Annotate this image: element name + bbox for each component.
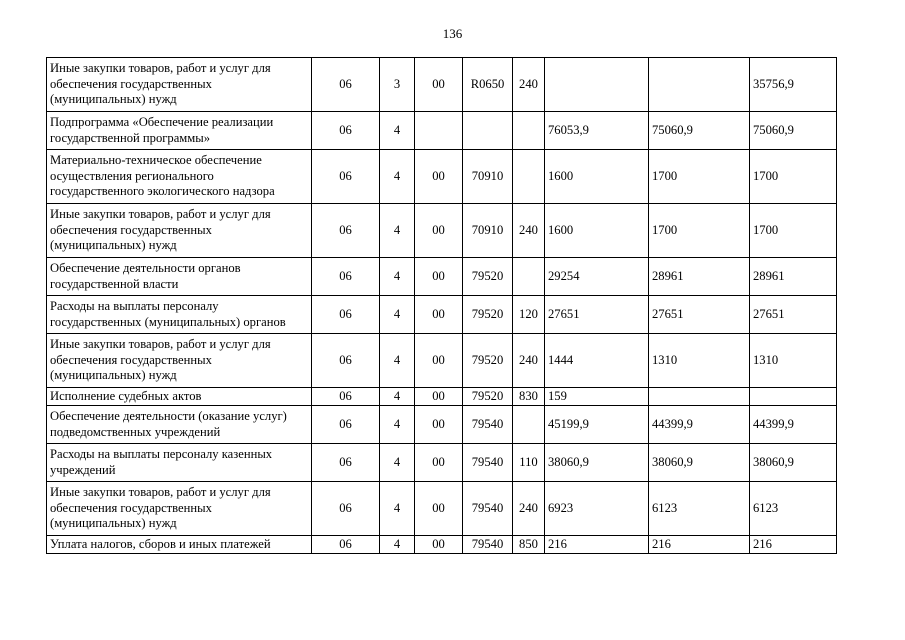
amount-year-3-cell: 75060,9 [750, 112, 837, 150]
amount-year-1-cell: 76053,9 [545, 112, 649, 150]
main-event-code-cell: 00 [415, 150, 463, 204]
section-code-cell: 06 [312, 536, 380, 554]
page-number: 136 [442, 26, 463, 41]
amount-year-1-cell: 1600 [545, 150, 649, 204]
expense-type-cell [513, 258, 545, 296]
direction-code-cell: 79520 [463, 334, 513, 388]
amount-year-2-cell: 28961 [649, 258, 750, 296]
amount-year-3-cell: 35756,9 [750, 58, 837, 112]
table-row [47, 334, 837, 388]
table-row [47, 406, 837, 444]
direction-code-cell: R0650 [463, 58, 513, 112]
amount-year-1-cell [545, 58, 649, 112]
table-body [47, 58, 837, 554]
amount-year-2-cell [649, 58, 750, 112]
main-event-code-cell: 00 [415, 444, 463, 482]
main-event-code-cell: 00 [415, 536, 463, 554]
direction-code-cell: 70910 [463, 204, 513, 258]
amount-year-2-cell: 44399,9 [649, 406, 750, 444]
subprogram-code-cell: 4 [380, 444, 415, 482]
expense-type-cell: 120 [513, 296, 545, 334]
amount-year-2-cell: 6123 [649, 482, 750, 536]
row-name-cell: Подпрограмма «Обеспечение реализации государственной программы» [47, 112, 312, 150]
amount-year-1-cell: 38060,9 [545, 444, 649, 482]
row-name-cell: Исполнение судебных актов [47, 388, 312, 406]
amount-year-1-cell: 29254 [545, 258, 649, 296]
expense-type-cell: 240 [513, 334, 545, 388]
expense-type-cell [513, 112, 545, 150]
row-name-cell: Иные закупки товаров, работ и услуг для обеспечения государственных (муниципальных) нужд [47, 482, 312, 536]
row-name-cell: Иные закупки товаров, работ и услуг для обеспечения государственных (муниципальных) нужд [47, 334, 312, 388]
amount-year-2-cell: 27651 [649, 296, 750, 334]
main-event-code-cell: 00 [415, 204, 463, 258]
direction-code-cell: 79520 [463, 388, 513, 406]
subprogram-code-cell: 4 [380, 406, 415, 444]
direction-code-cell: 70910 [463, 150, 513, 204]
amount-year-1-cell: 1444 [545, 334, 649, 388]
amount-year-3-cell: 1700 [750, 150, 837, 204]
amount-year-3-cell: 38060,9 [750, 444, 837, 482]
amount-year-2-cell: 75060,9 [649, 112, 750, 150]
table-row [47, 444, 837, 482]
section-code-cell: 06 [312, 112, 380, 150]
expense-type-cell: 830 [513, 388, 545, 406]
subprogram-code-cell: 4 [380, 334, 415, 388]
amount-year-1-cell: 1600 [545, 204, 649, 258]
amount-year-3-cell: 27651 [750, 296, 837, 334]
row-name-cell: Обеспечение деятельности органов государственной власти [47, 258, 312, 296]
direction-code-cell: 79520 [463, 296, 513, 334]
amount-year-3-cell: 216 [750, 536, 837, 554]
row-name-cell: Материально-техническое обеспечение осуществления регионального государственного экологического надзора [47, 150, 312, 204]
row-name-cell: Расходы на выплаты персоналу государственных (муниципальных) органов [47, 296, 312, 334]
subprogram-code-cell: 4 [380, 296, 415, 334]
subprogram-code-cell: 4 [380, 482, 415, 536]
section-code-cell: 06 [312, 388, 380, 406]
table-row [47, 536, 837, 554]
amount-year-2-cell [649, 388, 750, 406]
main-event-code-cell: 00 [415, 296, 463, 334]
section-code-cell: 06 [312, 58, 380, 112]
amount-year-1-cell: 216 [545, 536, 649, 554]
expense-type-cell [513, 150, 545, 204]
amount-year-1-cell: 45199,9 [545, 406, 649, 444]
row-name-cell: Обеспечение деятельности (оказание услуг) подведомственных учреждений [47, 406, 312, 444]
subprogram-code-cell: 4 [380, 536, 415, 554]
main-event-code-cell [415, 112, 463, 150]
amount-year-3-cell [750, 388, 837, 406]
budget-table [46, 57, 837, 554]
amount-year-3-cell: 1310 [750, 334, 837, 388]
amount-year-1-cell: 159 [545, 388, 649, 406]
expense-type-cell: 110 [513, 444, 545, 482]
expense-type-cell: 240 [513, 482, 545, 536]
subprogram-code-cell: 4 [380, 258, 415, 296]
section-code-cell: 06 [312, 204, 380, 258]
direction-code-cell: 79540 [463, 482, 513, 536]
main-event-code-cell: 00 [415, 388, 463, 406]
table-row [47, 150, 837, 204]
subprogram-code-cell: 3 [380, 58, 415, 112]
direction-code-cell: 79540 [463, 536, 513, 554]
section-code-cell: 06 [312, 482, 380, 536]
expense-type-cell: 240 [513, 204, 545, 258]
row-name-cell: Иные закупки товаров, работ и услуг для обеспечения государственных (муниципальных) нужд [47, 58, 312, 112]
section-code-cell: 06 [312, 406, 380, 444]
amount-year-1-cell: 27651 [545, 296, 649, 334]
amount-year-3-cell: 1700 [750, 204, 837, 258]
row-name-cell: Уплата налогов, сборов и иных платежей [47, 536, 312, 554]
expense-type-cell: 240 [513, 58, 545, 112]
direction-code-cell: 79540 [463, 444, 513, 482]
subprogram-code-cell: 4 [380, 150, 415, 204]
direction-code-cell: 79540 [463, 406, 513, 444]
table-row [47, 258, 837, 296]
expense-type-cell: 850 [513, 536, 545, 554]
main-event-code-cell: 00 [415, 406, 463, 444]
amount-year-2-cell: 1310 [649, 334, 750, 388]
table-row [47, 58, 837, 112]
subprogram-code-cell: 4 [380, 388, 415, 406]
amount-year-3-cell: 28961 [750, 258, 837, 296]
section-code-cell: 06 [312, 150, 380, 204]
expense-type-cell [513, 406, 545, 444]
main-event-code-cell: 00 [415, 58, 463, 112]
table-row [47, 482, 837, 536]
amount-year-2-cell: 216 [649, 536, 750, 554]
amount-year-1-cell: 6923 [545, 482, 649, 536]
direction-code-cell: 79520 [463, 258, 513, 296]
amount-year-2-cell: 38060,9 [649, 444, 750, 482]
amount-year-3-cell: 6123 [750, 482, 837, 536]
table-row [47, 204, 837, 258]
table-row [47, 296, 837, 334]
row-name-cell: Расходы на выплаты персоналу казенных учреждений [47, 444, 312, 482]
table-row [47, 388, 837, 406]
amount-year-2-cell: 1700 [649, 150, 750, 204]
amount-year-2-cell: 1700 [649, 204, 750, 258]
section-code-cell: 06 [312, 444, 380, 482]
section-code-cell: 06 [312, 296, 380, 334]
table-row [47, 112, 837, 150]
subprogram-code-cell: 4 [380, 112, 415, 150]
direction-code-cell [463, 112, 513, 150]
section-code-cell: 06 [312, 334, 380, 388]
section-code-cell: 06 [312, 258, 380, 296]
main-event-code-cell: 00 [415, 258, 463, 296]
row-name-cell: Иные закупки товаров, работ и услуг для обеспечения государственных (муниципальных) нужд [47, 204, 312, 258]
subprogram-code-cell: 4 [380, 204, 415, 258]
main-event-code-cell: 00 [415, 482, 463, 536]
amount-year-3-cell: 44399,9 [750, 406, 837, 444]
main-event-code-cell: 00 [415, 334, 463, 388]
